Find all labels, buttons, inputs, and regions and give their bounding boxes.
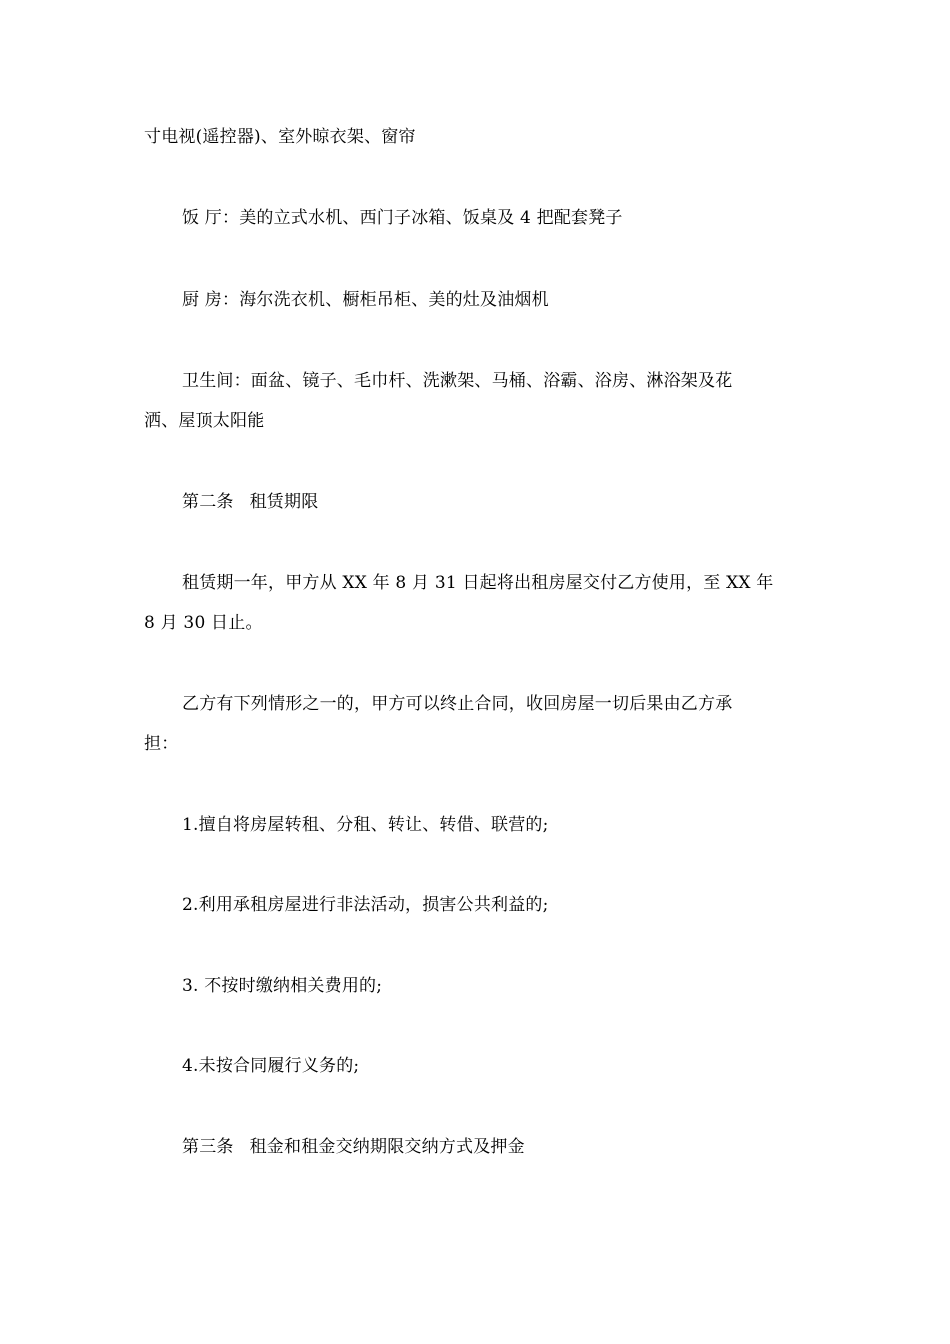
termination-clause: 乙方有下列情形之一的，甲方可以终止合同，收回房屋一切后果由乙方承 — [182, 694, 733, 714]
bathroom-items-continuation: 洒、屋顶太阳能 — [144, 411, 265, 431]
termination-item-4: 4.未按合同履行义务的; — [182, 1056, 360, 1076]
article-two-heading — [182, 490, 318, 514]
article-three-number: 第三条 — [182, 1137, 234, 1157]
lease-term-paragraph-continuation: 8 月 30 日止。 — [144, 613, 263, 633]
kitchen-items: 厨 房：海尔洗衣机、橱柜吊柜、美的灶及油烟机 — [182, 290, 549, 310]
dining-room-items: 饭 厅：美的立式水机、西门子冰箱、饭桌及 4 把配套凳子 — [182, 208, 623, 228]
article-two-title: 租赁期限 — [249, 492, 319, 512]
termination-item-1: 1.擅自将房屋转租、分租、转让、转借、联营的; — [182, 815, 549, 835]
termination-item-3: 3. 不按时缴纳相关费用的; — [182, 976, 383, 996]
lease-term-paragraph: 租赁期一年，甲方从 XX 年 8 月 31 日起将出租房屋交付乙方使用，至 XX 年 — [182, 573, 774, 593]
article-three-title: 租金和租金交纳期限交纳方式及押金 — [249, 1137, 525, 1157]
furniture-list-continuation: 寸电视(遥控器)、室外晾衣架、窗帘 — [144, 127, 416, 147]
article-two-number: 第二条 — [182, 492, 234, 512]
termination-item-2: 2.利用承租房屋进行非法活动，损害公共利益的; — [182, 895, 549, 915]
termination-clause-continuation: 担： — [144, 734, 179, 754]
bathroom-items: 卫生间：面盆、镜子、毛巾杆、洗漱架、马桶、浴霸、浴房、淋浴架及花 — [182, 371, 733, 391]
article-three-heading — [182, 1135, 525, 1159]
